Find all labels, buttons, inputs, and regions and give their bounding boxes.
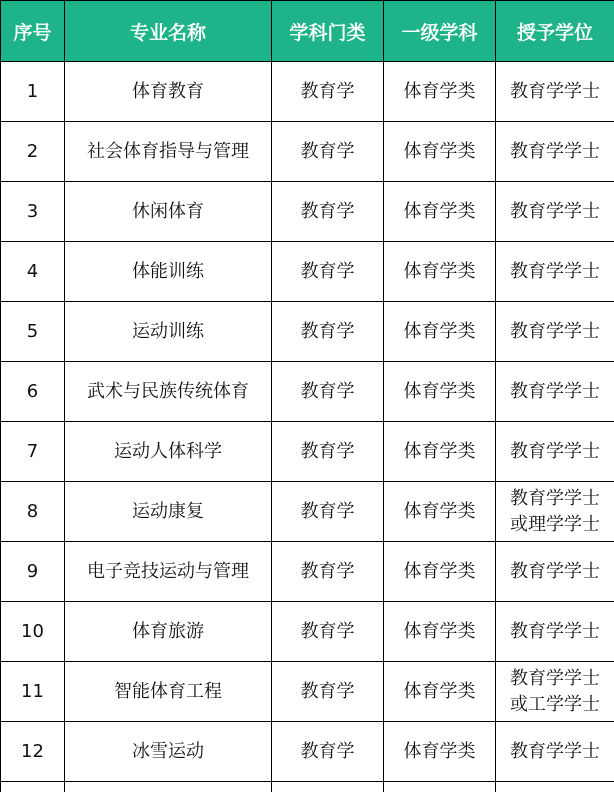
table-row: [1, 362, 614, 422]
header-row: [1, 1, 614, 62]
table-row: [1, 482, 614, 542]
degree-line: 教育学学士: [496, 619, 614, 645]
cell-degree-awarded: [496, 242, 614, 302]
cell-discipline-category: 教育学: [272, 662, 384, 722]
table-row: [1, 242, 614, 302]
cell-discipline-category: 教育学: [272, 722, 384, 782]
cell-discipline-category: 教育学: [272, 362, 384, 422]
degree-line: 教育学学士: [496, 79, 614, 105]
table-row: [1, 62, 614, 122]
cell-first-level-discipline: 体育学类: [384, 722, 496, 782]
cell-first-level-discipline: 体育学类: [384, 242, 496, 302]
cell-no: 3: [1, 182, 65, 242]
degree-line: 教育学学士: [496, 559, 614, 585]
cell-first-level-discipline: 体育学类: [384, 542, 496, 602]
cell-no: 1: [1, 62, 65, 122]
cell-discipline-category: 教育学: [272, 62, 384, 122]
cell-degree-awarded: [496, 302, 614, 362]
cell-discipline-category: 教育学: [272, 122, 384, 182]
cell-discipline-category: 教育学: [272, 602, 384, 662]
cell-first-level-discipline: 体育学类: [384, 182, 496, 242]
header-degree-awarded: 授予学位: [496, 1, 614, 62]
cell-degree-awarded: [496, 362, 614, 422]
cell-discipline-category: 教育学: [272, 302, 384, 362]
cell-degree-awarded: [496, 602, 614, 662]
table-row: [1, 422, 614, 482]
cell-no: 6: [1, 362, 65, 422]
cell-major-name: 冰雪运动: [65, 722, 272, 782]
cell-first-level-discipline: 体育学类: [384, 122, 496, 182]
degree-line: 教育学学士: [496, 139, 614, 165]
table-row: [1, 122, 614, 182]
table-row: [1, 542, 614, 602]
header-no: 序号: [1, 1, 65, 62]
cell-degree-awarded: [496, 662, 614, 722]
table-body: [1, 62, 614, 792]
cell-degree-awarded: [496, 182, 614, 242]
header-discipline-category: 学科门类: [272, 1, 384, 62]
table-header: [1, 1, 614, 62]
cell-first-level-discipline: 体育学类: [384, 662, 496, 722]
degree-line: 教育学学士: [496, 439, 614, 465]
cell-major-name: 运动训练: [65, 302, 272, 362]
cell-discipline-category: 教育学: [272, 422, 384, 482]
cell-discipline-category: 教育学: [272, 482, 384, 542]
cell-no: 11: [1, 662, 65, 722]
table-row: [1, 662, 614, 722]
cell-major-name: 智能体育工程: [65, 662, 272, 722]
degree-line: 教育学学士: [496, 666, 614, 692]
cell-discipline-category: 教育学: [272, 542, 384, 602]
cell-first-level-discipline: 体育学类: [384, 482, 496, 542]
cell-first-level-discipline: 体育学类: [384, 62, 496, 122]
degree-line: 教育学学士: [496, 199, 614, 225]
degree-line: 教育学学士: [496, 379, 614, 405]
cell-no: 10: [1, 602, 65, 662]
degree-line: 或工学学士: [496, 692, 614, 718]
table-row: [1, 722, 614, 782]
cell-first-level-discipline: 体育学类: [384, 302, 496, 362]
cell-major-name: 社会体育指导与管理: [65, 122, 272, 182]
cell-major-name: 运动康复: [65, 482, 272, 542]
cell-degree-awarded: [496, 722, 614, 782]
cell-first-level-discipline: 体育学类: [384, 602, 496, 662]
degree-line: 教育学学士: [496, 739, 614, 765]
cell-no: 8: [1, 482, 65, 542]
cell-no: 4: [1, 242, 65, 302]
cell-no: 7: [1, 422, 65, 482]
table-row: [1, 602, 614, 662]
cell-first-level-discipline: 体育学类: [384, 422, 496, 482]
degree-line: 教育学学士: [496, 259, 614, 285]
table-row: [1, 182, 614, 242]
cell-discipline-category: 教育学: [272, 182, 384, 242]
header-first-level-discipline: 一级学科: [384, 1, 496, 62]
cell-major-name: 体育教育: [65, 62, 272, 122]
cell-degree-awarded: [496, 122, 614, 182]
cell-degree-awarded: [496, 422, 614, 482]
table-row: [1, 302, 614, 362]
degree-line: 教育学学士: [496, 319, 614, 345]
cell-major-name: 武术与民族传统体育: [65, 362, 272, 422]
cell-degree-awarded: [496, 542, 614, 602]
cell-major-name: 体育旅游: [65, 602, 272, 662]
header-major-name: 专业名称: [65, 1, 272, 62]
cell-no: 9: [1, 542, 65, 602]
cell-major-name: 电子竞技运动与管理: [65, 542, 272, 602]
cell-major-name: 运动人体科学: [65, 422, 272, 482]
degree-line: 或理学学士: [496, 512, 614, 538]
cell-first-level-discipline: 体育学类: [384, 362, 496, 422]
degree-line: 教育学学士: [496, 486, 614, 512]
cell-degree-awarded: [496, 482, 614, 542]
cell-discipline-category: 教育学: [272, 242, 384, 302]
cell-no: 12: [1, 722, 65, 782]
cell-major-name: 休闲体育: [65, 182, 272, 242]
cell-no: 5: [1, 302, 65, 362]
cell-degree-awarded: [496, 62, 614, 122]
cell-no: 2: [1, 122, 65, 182]
cell-major-name: 体能训练: [65, 242, 272, 302]
